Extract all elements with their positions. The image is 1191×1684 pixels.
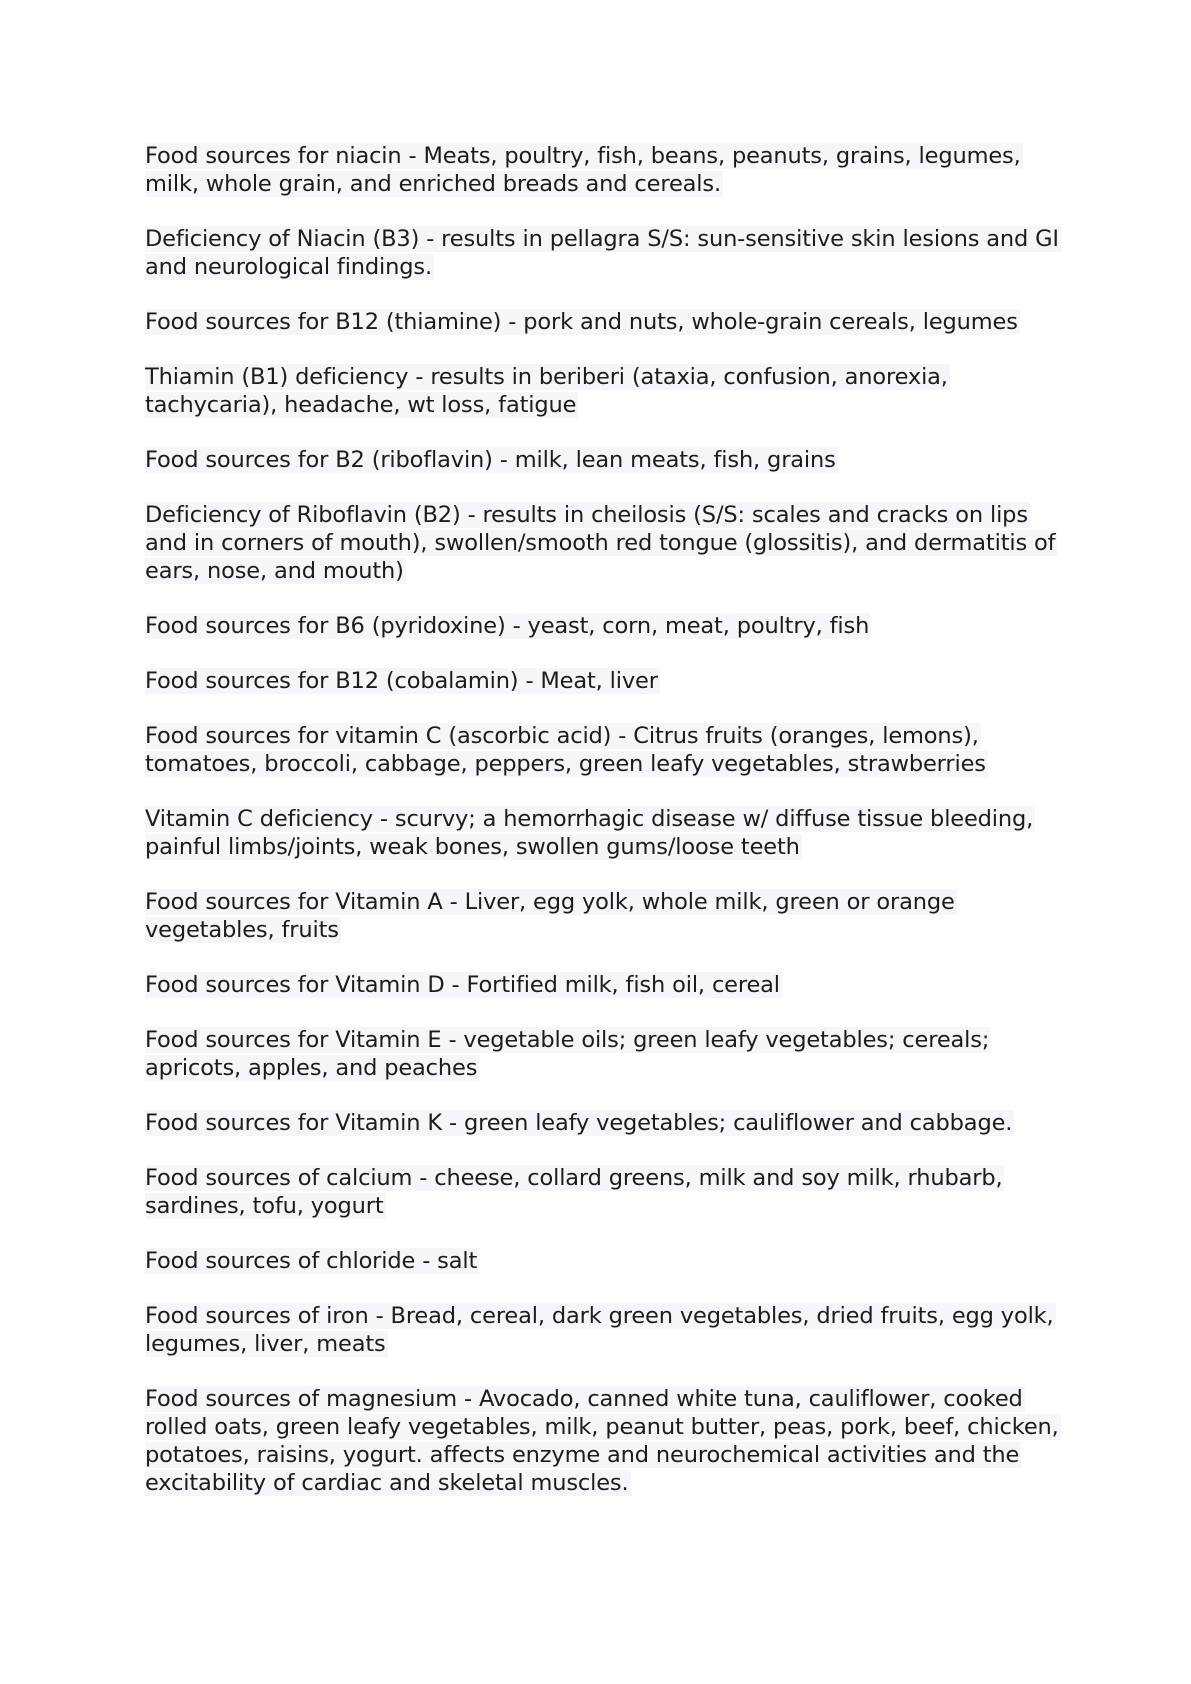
entry-magnesium-sources: Food sources of magnesium - Avocado, canned white tuna, cauliflower, cooked rolled oats, green leafy vegetables, milk, peanut butter, peas, pork, beef, chicken, potatoes, raisins, yogurt. affects enzyme and neurochemical activities and the excitability of cardiac and skeletal muscles. — [145, 1386, 1059, 1496]
entry-vitamin-c-sources: Food sources for vitamin C (ascorbic acid) - Citrus fruits (oranges, lemons), tomatoes, broccoli, cabbage, peppers, green leafy vegetables, strawberries — [145, 723, 986, 777]
entry-chloride-sources: Food sources of chloride - salt — [145, 1248, 478, 1274]
entry-riboflavin-deficiency: Deficiency of Riboflavin (B2) - results in cheilosis (S/S: scales and cracks on lips and in corners of mouth), swollen/smooth red tongue (glossitis), and dermatitis of ears, nose, and mouth) — [145, 502, 1056, 584]
entry-niacin-deficiency: Deficiency of Niacin (B3) - results in pellagra S/S: sun-sensitive skin lesions and GI and neurological findings. — [145, 226, 1059, 280]
entry-thiamine-sources: Food sources for B12 (thiamine) - pork and nuts, whole-grain cereals, legumes — [145, 309, 1018, 335]
entry-vitamin-k-sources: Food sources for Vitamin K - green leafy vegetables; cauliflower and cabbage. — [145, 1110, 1013, 1136]
entry-calcium-sources: Food sources of calcium - cheese, collard greens, milk and soy milk, rhubarb, sardines, tofu, yogurt — [145, 1165, 1003, 1219]
entry-vitamin-c-deficiency: Vitamin C deficiency - scurvy; a hemorrhagic disease w/ diffuse tissue bleeding, painful limbs/joints, weak bones, swollen gums/loose teeth — [145, 806, 1034, 860]
document-body — [145, 142, 1065, 1524]
entry-b6-sources: Food sources for B6 (pyridoxine) - yeast, corn, meat, poultry, fish — [145, 613, 870, 639]
entry-vitamin-d-sources: Food sources for Vitamin D - Fortified milk, fish oil, cereal — [145, 972, 780, 998]
entry-riboflavin-sources: Food sources for B2 (riboflavin) - milk, lean meats, fish, grains — [145, 447, 836, 473]
entry-vitamin-e-sources: Food sources for Vitamin E - vegetable oils; green leafy vegetables; cereals; apricots, apples, and peaches — [145, 1027, 990, 1081]
entry-thiamin-deficiency: Thiamin (B1) deficiency - results in beriberi (ataxia, confusion, anorexia, tachycaria), headache, wt loss, fatigue — [145, 364, 948, 418]
entry-iron-sources: Food sources of iron - Bread, cereal, dark green vegetables, dried fruits, egg yolk, legumes, liver, meats — [145, 1303, 1054, 1357]
entry-vitamin-a-sources: Food sources for Vitamin A - Liver, egg yolk, whole milk, green or orange vegetables, fruits — [145, 889, 955, 943]
entry-b12-sources: Food sources for B12 (cobalamin) - Meat, liver — [145, 668, 658, 694]
entry-niacin-sources: Food sources for niacin - Meats, poultry, fish, beans, peanuts, grains, legumes, milk, whole grain, and enriched breads and cereals. — [145, 143, 1021, 197]
